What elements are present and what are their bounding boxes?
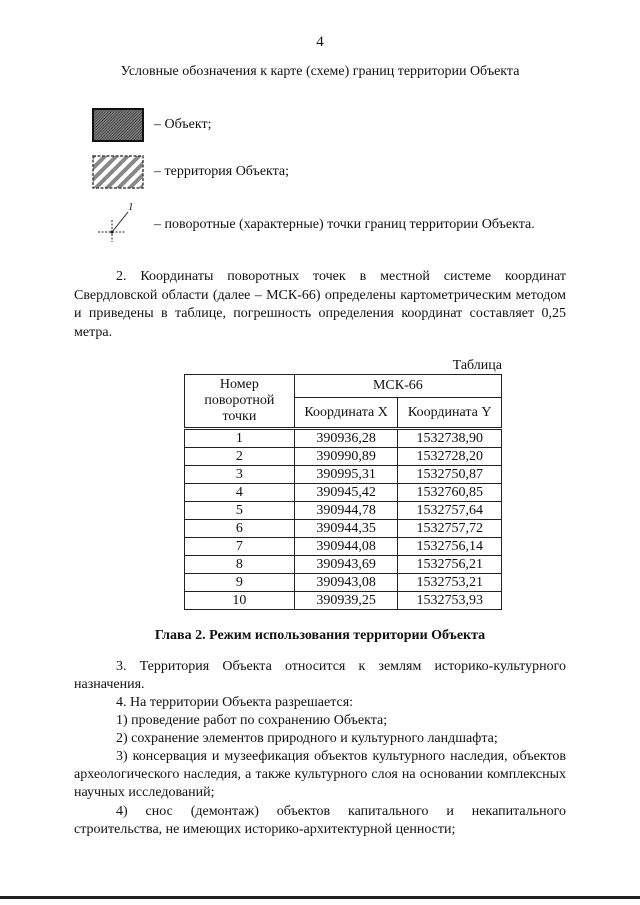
cell-x: 390939,25 [294,592,398,610]
list-item-1: 1) проведение работ по сохранению Объекта; [116,713,388,728]
cell-x: 390944,78 [294,502,398,520]
cell-y: 1532756,21 [398,556,502,574]
cell-number: 3 [185,466,295,484]
cell-x: 390995,31 [294,466,398,484]
header-point-number: Номер поворотной точки [185,375,295,429]
legend-item-points [92,201,535,240]
cell-x: 390945,42 [294,484,398,502]
cell-number: 4 [185,484,295,502]
bottom-scan-edge [0,896,640,899]
cell-y: 1532728,20 [398,448,502,466]
diagonal-hatch-square-icon [92,155,144,189]
list-item-3: 3) консервация и музеефикация объектов культурного наследия, объектов археологического наследия, а также культурного слоя на основании комплексных научных исследований; [74,749,566,800]
cell-number: 9 [185,574,295,592]
cell-x: 390943,69 [294,556,398,574]
header-msk66: МСК-66 [294,375,501,398]
coordinates-table [184,374,502,610]
paragraph-3: 3. Территория Объекта относится к землям историко-культурного назначения. [74,659,566,692]
cell-y: 1532753,93 [398,592,502,610]
cell-number: 8 [185,556,295,574]
solid-hatch-square-icon [92,108,144,142]
cell-x: 390943,08 [294,574,398,592]
table-row [185,502,502,520]
table-row [185,484,502,502]
cell-y: 1532738,90 [398,429,502,448]
chapter-title: Глава 2. Режим использования территории Объекта [154,628,486,643]
header-coord-y: Координата Y [398,398,502,429]
table-row [185,466,502,484]
cell-number: 5 [185,502,295,520]
cell-number: 10 [185,592,295,610]
list-item-2: 2) сохранение элементов природного и культурного ландшафта; [116,731,498,746]
cell-y: 1532757,64 [398,502,502,520]
header-coord-x: Координата X [294,398,398,429]
cell-number: 2 [185,448,295,466]
legend-label-points: – поворотные (характерные) точки границ территории Объекта. [154,217,535,232]
legend-title: Условные обозначения к карте (схеме) границ территории Объекта [120,64,520,79]
boundary-point-marker-icon [92,201,144,242]
cell-x: 390936,28 [294,429,398,448]
cell-x: 390990,89 [294,448,398,466]
paragraph-coordinates: 2. Координаты поворотных точек в местной системе координат Свердловской области (далее – МСК-66) определены картометрическим методом и приведены в таблице, погрешность определения координат составляет 0,25 метра. [74,269,566,340]
legend-item-territory [92,157,289,187]
cell-number: 7 [185,538,295,556]
cell-y: 1532757,72 [398,520,502,538]
point-marker-label: 1 [128,201,134,213]
legend-label-object: – Объект; [154,117,212,132]
cell-y: 1532760,85 [398,484,502,502]
legend-item-object [92,110,211,140]
cell-x: 390944,35 [294,520,398,538]
table-row [185,592,502,610]
table-caption: Таблица [452,358,502,373]
page-number: 4 [316,34,324,50]
cell-y: 1532756,14 [398,538,502,556]
table-row [185,429,502,448]
table-row [185,574,502,592]
table-row [185,538,502,556]
table-row [185,448,502,466]
table-row [185,520,502,538]
list-item-4: 4) снос (демонтаж) объектов капитального и некапитального строительства, не имеющих историко-архитектурной ценности; [74,804,566,837]
cell-y: 1532753,21 [398,574,502,592]
paragraph-4: 4. На территории Объекта разрешается: [116,695,354,710]
cell-number: 1 [185,429,295,448]
table-row [185,556,502,574]
cell-y: 1532750,87 [398,466,502,484]
cell-number: 6 [185,520,295,538]
legend-label-territory: – территория Объекта; [154,164,290,179]
cell-x: 390944,08 [294,538,398,556]
